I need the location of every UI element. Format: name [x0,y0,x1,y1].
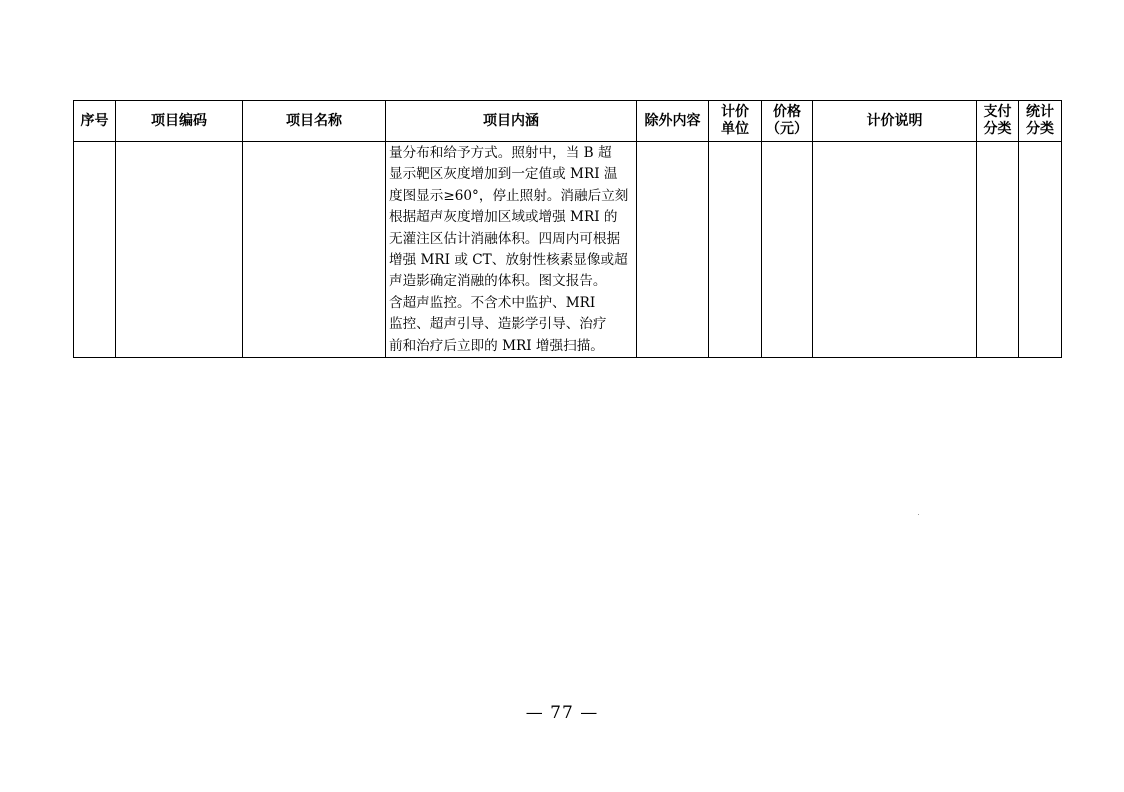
header-stat-class-line-2: 分类 [1026,121,1054,137]
page-number: — 77 — [525,703,599,723]
header-payment-class-line-1: 支付 [983,104,1012,120]
cell-code [116,142,243,358]
header-pricing-note: 计价说明 [813,101,977,142]
header-stat-class [1019,101,1062,142]
header-code: 项目编码 [116,101,243,142]
header-payment-class-line-2: 分类 [983,121,1012,137]
cell-seq [74,142,116,358]
header-price [762,101,813,142]
content-line: 声造影确定消融的体积。图文报告。 [389,273,607,290]
cell-unit [709,142,762,358]
content-line: 含超声监控。不含术中监护、MRI [389,294,596,311]
header-price-line-1: 价格 [773,104,801,120]
cell-price [762,142,813,358]
content-line: 根据超声灰度增加区域或增强 MRI 的 [389,209,618,226]
header-stat-class-line-1: 统计 [1026,104,1054,120]
header-exclusion: 除外内容 [637,101,709,142]
cell-content [386,142,637,358]
content-line: 监控、超声引导、造影学引导、治疗 [389,316,607,333]
cell-pricing-note [813,142,977,358]
scan-speck [918,514,919,515]
content-line: 增强 MRI 或 CT、放射性核素显像或超 [389,252,628,269]
table-header-row [74,101,1062,142]
content-line: 无灌注区估计消融体积。四周内可根据 [389,230,621,247]
header-payment-class [977,101,1019,142]
content-line: 前和治疗后立即的 MRI 增强扫描。 [389,337,604,354]
content-line: 量分布和给予方式。照射中，当 B 超 [389,145,612,161]
header-unit-line-1: 计价 [721,104,749,120]
item-content-text [386,142,636,357]
cell-payment-class [977,142,1019,358]
content-line: 显示靶区灰度增加到一定值或 MRI 温 [389,166,618,183]
pricing-table [73,100,1062,358]
content-line: 度图显示≥60°，停止照射。消融后立刻 [389,187,629,204]
cell-name [243,142,386,358]
table-row [74,142,1062,358]
header-unit [709,101,762,142]
header-price-line-2: （元） [766,121,808,137]
header-name: 项目名称 [243,101,386,142]
header-unit-line-2: 单位 [721,121,749,137]
header-seq: 序号 [74,101,116,142]
cell-stat-class [1019,142,1062,358]
header-content: 项目内涵 [386,101,637,142]
cell-exclusion [637,142,709,358]
